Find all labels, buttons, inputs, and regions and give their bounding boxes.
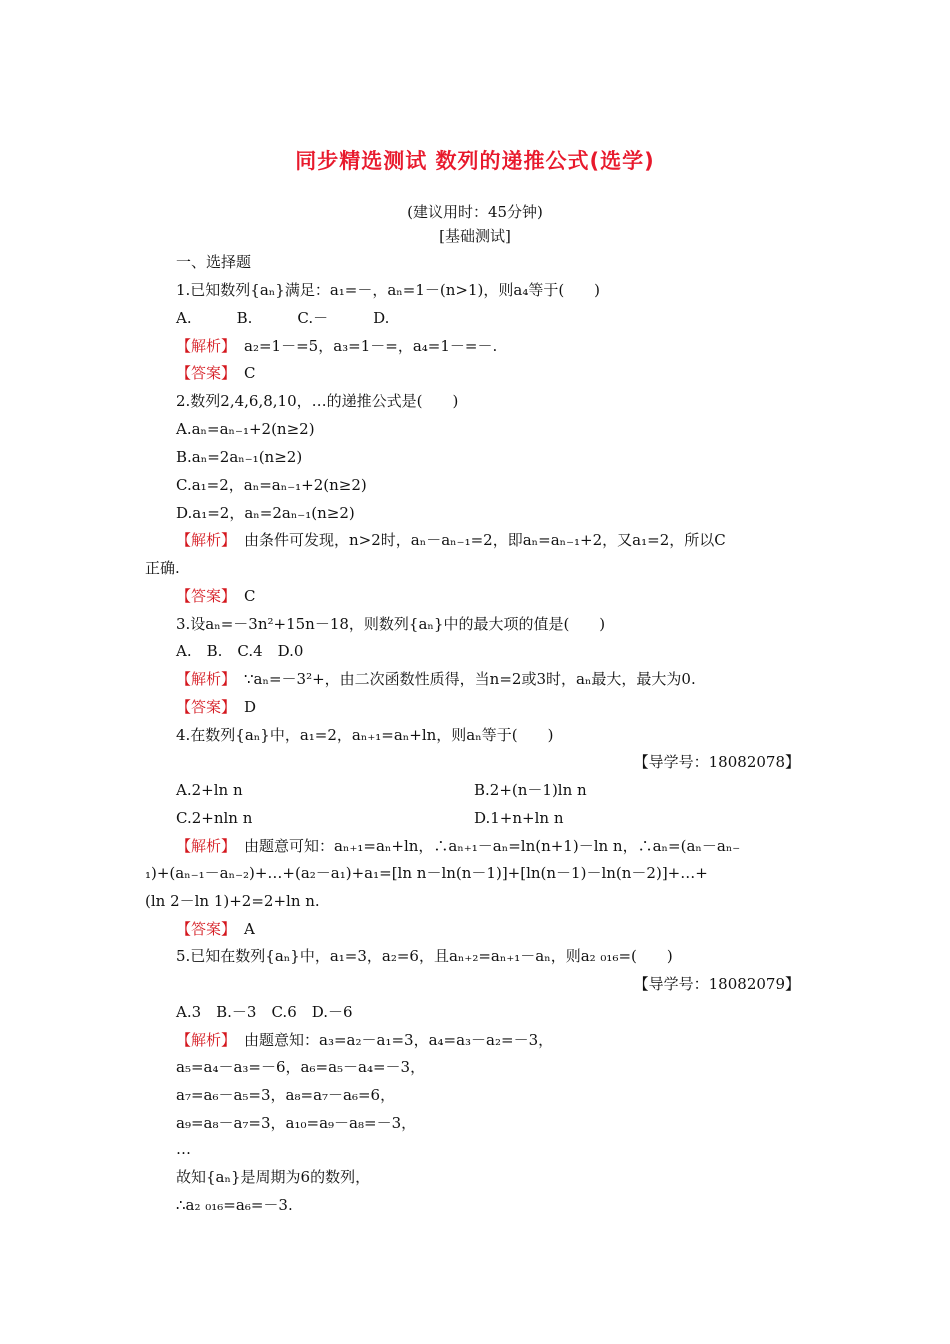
question-3-answer (176, 697, 256, 717)
question-5-options: A.3 B.－3 C.6 D.－6 (176, 1003, 353, 1021)
question-2-analysis-cont: 正确. (145, 559, 180, 577)
question-4-analysis (176, 836, 740, 856)
question-1-options: A. B. C.－ D. (176, 309, 390, 327)
question-2-answer (176, 586, 256, 606)
question-2-option-d: D.a₁=2，aₙ=2aₙ₋₁(n≥2) (176, 504, 355, 522)
section-heading: 一、选择题 (176, 253, 252, 271)
answer-label: 【答案】 (176, 364, 237, 382)
question-4-option-a: A.2+ln n (176, 781, 243, 799)
question-2: 2.数列2,4,6,8,10，…的递推公式是( ) (176, 392, 459, 410)
analysis-label: 【解析】 (176, 337, 237, 355)
analysis-label: 【解析】 (176, 1031, 237, 1049)
question-2-analysis (176, 530, 726, 550)
question-5-ref-number: 【导学号：18082079】 (633, 975, 800, 993)
analysis-text: 由题意知：a₃=a₂－a₁=3，a₄=a₃－a₂=－3， (244, 1031, 554, 1049)
question-2-option-b: B.aₙ=2aₙ₋₁(n≥2) (176, 448, 303, 466)
question-2-option-a: A.aₙ=aₙ₋₁+2(n≥2) (176, 420, 315, 438)
analysis-text: a₂=1－=5，a₃=1－=，a₄=1－=－. (244, 337, 498, 355)
answer-label: 【答案】 (176, 698, 237, 716)
question-4: 4.在数列{aₙ}中，a₁=2，aₙ₊₁=aₙ+ln，则aₙ等于( ) (176, 726, 554, 744)
question-5-ellipsis: … (176, 1140, 191, 1158)
answer-text: D (244, 698, 257, 716)
question-2-option-c: C.a₁=2，aₙ=aₙ₋₁+2(n≥2) (176, 476, 367, 494)
analysis-label: 【解析】 (176, 531, 237, 549)
question-4-option-d: D.1+n+ln n (474, 809, 564, 827)
analysis-text: 由题意可知：aₙ₊₁=aₙ+ln，∴aₙ₊₁－aₙ=ln(n+1)－ln n，∴aₙ=(aₙ－aₙ₋ (244, 837, 741, 855)
document-title: 同步精选测试 数列的递推公式(选学) (295, 149, 655, 173)
question-3-analysis (176, 669, 696, 689)
question-5: 5.已知在数列{aₙ}中，a₁=3，a₂=6，且aₙ₊₂=aₙ₊₁－aₙ，则a₂ ₀₁₆=( ) (176, 947, 673, 965)
analysis-label: 【解析】 (176, 837, 237, 855)
question-5-result: ∴a₂ ₀₁₆=a₆=－3. (176, 1196, 293, 1214)
question-4-analysis-cont-2: (ln 2－ln 1)+2=2+ln n. (145, 892, 320, 910)
section-tag: [基础测试] (439, 227, 511, 245)
question-4-ref-number: 【导学号：18082078】 (633, 753, 800, 771)
question-5-step-2: a₇=a₆－a₅=3，a₈=a₇－a₆=6， (176, 1086, 396, 1104)
question-4-answer (176, 919, 255, 939)
question-5-step-3: a₉=a₈－a₇=3，a₁₀=a₉－a₈=－3， (176, 1114, 417, 1132)
question-4-option-c: C.2+nln n (176, 809, 253, 827)
answer-text: C (244, 587, 256, 605)
question-4-option-b: B.2+(n－1)ln n (474, 781, 587, 799)
answer-label: 【答案】 (176, 587, 237, 605)
question-1-answer (176, 363, 256, 383)
question-3: 3.设aₙ=－3n²+15n－18，则数列{aₙ}中的最大项的值是( ) (176, 615, 606, 633)
analysis-text: ∵aₙ=－3²+，由二次函数性质得，当n=2或3时，aₙ最大，最大为0. (244, 670, 696, 688)
question-4-analysis-cont-1: ₁)+(aₙ₋₁－aₙ₋₂)+…+(a₂－a₁)+a₁=[ln n－ln(n－1)]+[ln(n－1)－ln(n－2)]+…+ (145, 864, 708, 882)
question-3-options: A. B. C.4 D.0 (176, 642, 304, 660)
question-5-conclusion: 故知{aₙ}是周期为6的数列， (176, 1168, 371, 1186)
analysis-label: 【解析】 (176, 670, 237, 688)
question-5-step-1: a₅=a₄－a₃=－6，a₆=a₅－a₄=－3， (176, 1058, 426, 1076)
answer-text: A (244, 920, 255, 938)
time-note: (建议用时：45分钟) (407, 203, 543, 221)
answer-label: 【答案】 (176, 920, 237, 938)
question-1-analysis (176, 336, 497, 356)
analysis-text: 由条件可发现，n>2时，aₙ－aₙ₋₁=2，即aₙ=aₙ₋₁+2，又a₁=2，所以C (244, 531, 726, 549)
answer-text: C (244, 364, 256, 382)
question-5-analysis (176, 1030, 553, 1050)
question-1: 1.已知数列{aₙ}满足：a₁=－，aₙ=1－(n>1)，则a₄等于( ) (176, 281, 601, 299)
